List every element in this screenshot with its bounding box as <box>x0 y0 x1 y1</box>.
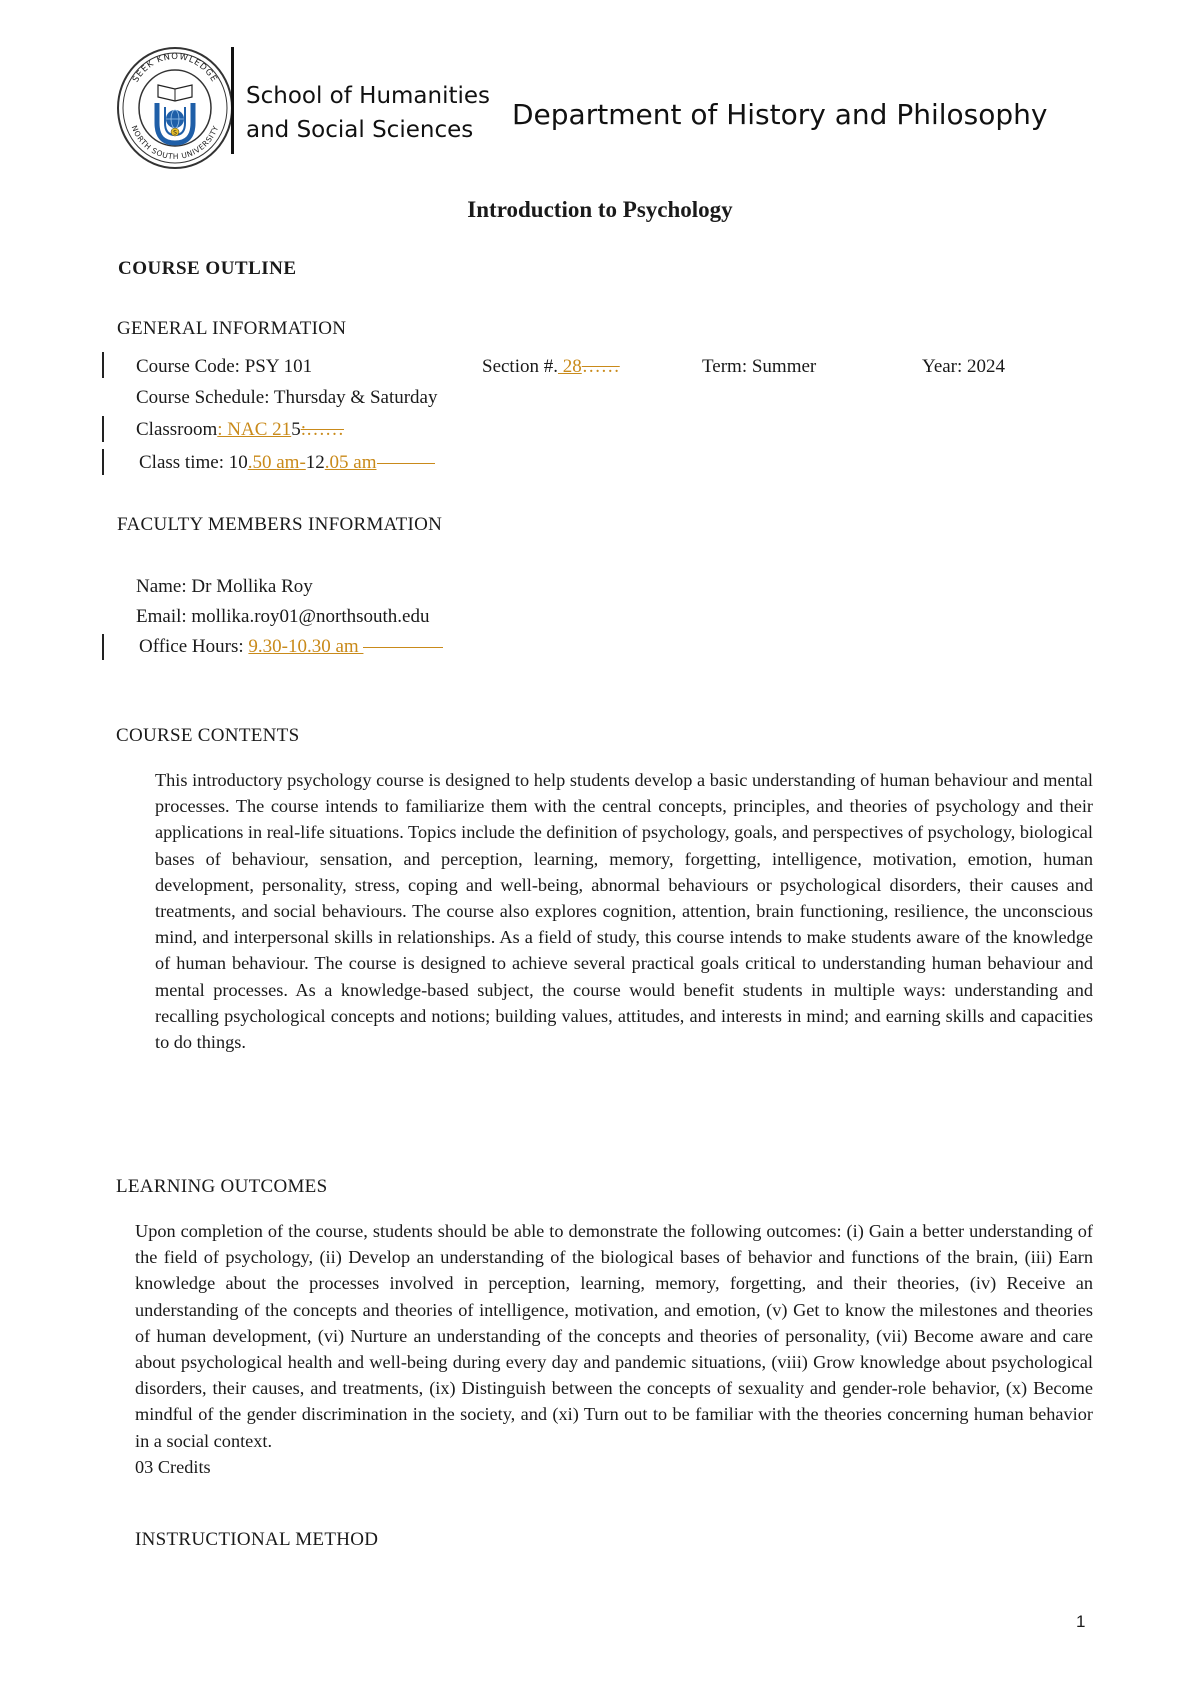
classroom <box>136 419 344 441</box>
seal-bottom-text: NORTH SOUTH UNIVERSITY <box>129 124 221 162</box>
page-number: 1 <box>1076 1612 1086 1631</box>
faculty-name: Name: Dr Mollika Roy <box>136 576 313 597</box>
seal-top-text: SEEK KNOWLEDGE <box>130 51 220 85</box>
course-outline-heading: COURSE OUTLINE <box>118 258 297 279</box>
learning-outcomes-paragraph <box>135 1218 1093 1480</box>
year: Year: 2024 <box>922 356 1006 377</box>
learning-outcomes-text: Upon completion of the course, students should be able to demonstrate the following outcomes: (i) Gain a better understanding of the field of psychology, (ii) Develop an understanding of the biological bases of behavior and functions of the brain, (iii) Earn knowledge about the processes involved in perception, learning, memory, forgetting, and their theories, (iv) Receive an understanding of the concepts and theories of intelligence, motivation, and emotion, (v) Get to know the milestones and theories of human development, (vi) Nurture an understanding of the concepts and theories of personality, (vii) Become aware and care about psychological health and well-being during every day and pandemic situations, (viii) Grow knowledge about psychological disorders, their causes, and treatments, (ix) Distinguish between the concepts of sexuality and gender-role behavior, (x) Become mindful of the gender discrimination in the society, and (xi) Turn out to be familiar with the theories concerning human behavior in a social context. <box>135 1221 1093 1451</box>
faculty-information-heading: FACULTY MEMBERS INFORMATION <box>117 514 443 535</box>
course-contents-heading: COURSE CONTENTS <box>116 725 300 746</box>
class-time-part-d: .0 <box>324 452 340 473</box>
class-time <box>139 452 435 474</box>
class-time-part-b: am- <box>276 452 306 473</box>
class-time-part-a: .50 <box>247 452 277 473</box>
change-bar <box>102 352 104 378</box>
section-label: Section #. <box>482 356 558 377</box>
school-name-line-2: and Social Sciences <box>246 117 474 143</box>
seal-center-letter: S <box>173 129 177 137</box>
class-time-label: Class time: 10 <box>139 452 248 473</box>
general-information-heading: GENERAL INFORMATION <box>117 318 347 339</box>
classroom-value: : NAC 21 <box>217 419 292 440</box>
section-deleted: …… <box>581 356 620 377</box>
office-hours-label: Office Hours: <box>139 636 249 657</box>
school-name-line-1: School of Humanities <box>246 83 491 109</box>
class-time-part-e: 5 am <box>339 452 377 473</box>
classroom-deleted: :…… <box>300 419 344 440</box>
change-bar <box>102 634 104 660</box>
term: Term: Summer <box>702 356 817 377</box>
class-time-part-c: 12 <box>305 452 325 473</box>
university-seal-logo <box>115 45 235 170</box>
section-number <box>482 356 620 378</box>
course-contents-paragraph: This introductory psychology course is designed to help students develop a basic understanding of human behaviour and mental processes. The course intends to familiarize them with the central concepts, principles, and theories of psychology and their applications in real-life situations. Topics include the definition of psychology, goals, and perspectives of psychology, biological bases of behaviour, sensation, and perception, learning, memory, forgetting, intelligence, motivation, emotion, human development, personality, stress, coping and well-being, abnormal behaviours or psychological disorders, their causes and treatments, and social behaviours. The course also explores cognition, attention, brain functioning, resilience, the unconscious mind, and interpersonal skills in relationships. As a field of study, this course intends to make students aware of the knowledge of human behaviour. The course is designed to achieve several practical goals critical to understanding human behaviour and mental processes. As a knowledge-based subject, the course would benefit students in multiple ways: understanding and recalling psychological concepts and notions; building values, attitudes, and interests in mind; and earning skills and capacities to do things. <box>155 770 1093 1053</box>
office-hours <box>139 636 443 658</box>
learning-outcomes-heading: LEARNING OUTCOMES <box>116 1176 328 1197</box>
section-value: 28 <box>558 356 582 377</box>
course-schedule: Course Schedule: Thursday & Saturday <box>136 387 438 408</box>
department-name: Department of History and Philosophy <box>512 98 1048 131</box>
faculty-email: Email: mollika.roy01@northsouth.edu <box>136 606 430 627</box>
change-bar <box>102 449 104 475</box>
course-code: Course Code: PSY 101 <box>136 356 313 377</box>
office-hours-value: 9.30-10.30 am <box>248 636 364 657</box>
instructional-method-heading: INSTRUCTIONAL METHOD <box>135 1529 379 1550</box>
change-bar <box>102 416 104 442</box>
classroom-label: Classroom <box>136 419 218 440</box>
deleted-text-line <box>363 647 443 648</box>
document-title: Introduction to Psychology <box>467 197 733 222</box>
credits: 03 Credits <box>135 1456 211 1477</box>
deleted-text-line <box>377 463 435 464</box>
header-divider <box>231 47 234 154</box>
classroom-tail: 5 <box>291 419 301 440</box>
